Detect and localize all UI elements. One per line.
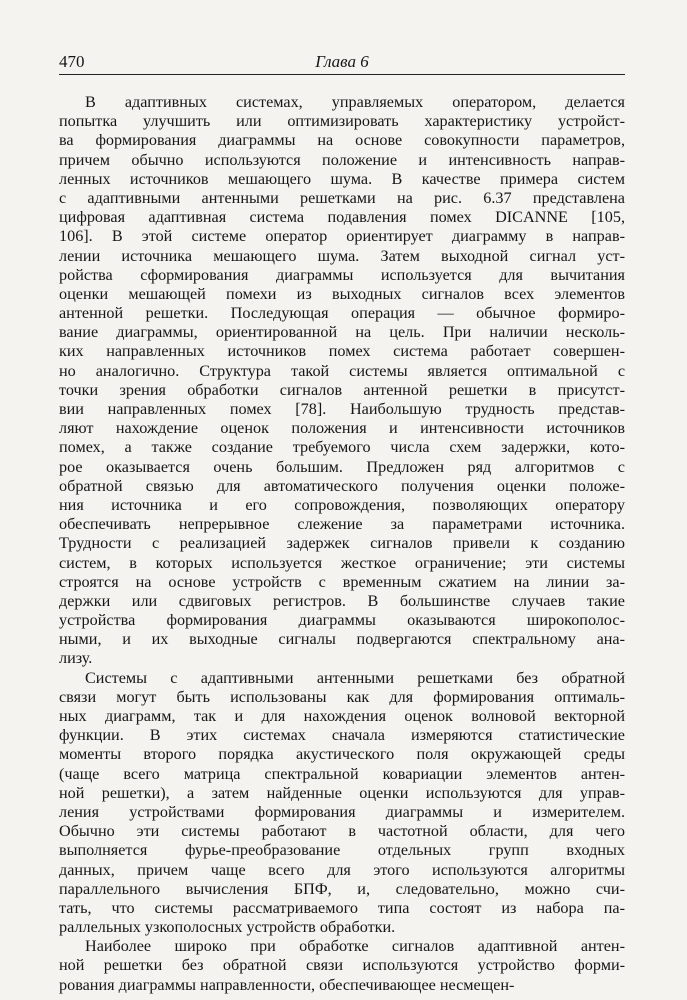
text-line: Трудности с реализацией задержек сигналов привели к созданию: [59, 534, 625, 553]
text-line: Обычно эти системы работают в частотной области, для чего: [59, 822, 625, 841]
text-line: антенной решетки. Последующая операция — обычное формиро-: [59, 304, 625, 323]
text-line: держки или сдвиговых регистров. В большинстве случаев такие: [59, 591, 625, 610]
text-line: оценки мешающей помехи из выходных сигналов всех элементов: [59, 284, 625, 303]
text-line: ляют нахождение оценок положения и интенсивности источников: [59, 419, 625, 438]
text-line: ными, и их выходные сигналы подвергаются спектральному ана-: [59, 630, 625, 649]
text-line: ких направленных источников помех система работает совершен-: [59, 342, 625, 361]
text-line: обеспечивать непрерывное слежение за параметрами источника.: [59, 515, 625, 534]
paragraph: [59, 93, 625, 669]
text-line: ва формирования диаграммы на основе совокупности параметров,: [59, 131, 625, 150]
text-line: систем, в которых используется жесткое ограничение; эти системы: [59, 553, 625, 572]
text-line: обратной связью для автоматического получения оценки положе-: [59, 476, 625, 495]
text-line: раллельных узкополосных устройств обработки.: [59, 918, 396, 937]
text-line: ления устройствами формирования диаграммы и измерителем.: [59, 802, 625, 821]
running-header: [59, 52, 625, 75]
text-line: ных диаграмм, так и для нахождения оценок волновой векторной: [59, 707, 625, 725]
text-line: рования диаграммы направленности, обеспечивающее несмещен-: [59, 975, 515, 994]
text-line: ной решетки без обратной связи используются устройство форми-: [59, 956, 625, 975]
text-line: причем обычно используются положение и интенсивность направ-: [59, 150, 625, 169]
text-line: лении источника мешающего шума. Затем выходной сигнал уст-: [59, 246, 625, 265]
text-line: моменты второго порядка акустического поля окружающей среды: [59, 745, 625, 764]
chapter-title: Глава 6: [315, 52, 369, 71]
text-line: но аналогично. Структура такой системы является оптимальной с: [59, 361, 625, 380]
text-line: точки зрения обработки сигналов антенной решетки в присутст-: [59, 380, 625, 399]
body-text: [59, 93, 625, 995]
text-line: попытка улучшить или оптимизировать характеристику устройст-: [59, 112, 625, 131]
text-line: В адаптивных системах, управляемых оператором, делается: [85, 93, 625, 111]
text-line: тать, что системы рассматриваемого типа состоят из набора па-: [59, 898, 625, 917]
text-line: функции. В этих системах сначала измеряются статистические: [59, 726, 625, 745]
text-line: связи могут быть использованы как для формирования оптималь-: [59, 687, 625, 706]
text-line: ной решетки), а затем найденные оценки используются для управ-: [59, 783, 625, 802]
text-line: 106]. В этой системе оператор ориентирует диаграмму в направ-: [59, 227, 625, 246]
text-line: выполняется фурье-преобразование отдельных групп входных: [59, 841, 625, 860]
text-line: ройства сформирования диаграммы используется для вычитания: [59, 265, 625, 284]
text-line: Системы с адаптивными антенными решетками без обратной: [85, 668, 625, 687]
text-line: ленных источников мешающего шума. В качестве примера систем: [59, 169, 625, 188]
text-line: вии направленных помех [78]. Наибольшую трудность представ-: [59, 400, 625, 418]
text-line: (чаще всего матрица спектральной ковариации элементов антен-: [59, 764, 625, 783]
text-line: рое оказывается очень большим. Предложен ряд алгоритмов с: [59, 457, 625, 476]
text-line: помех, а также создание требуемого числа схем задержки, кото-: [59, 438, 625, 457]
text-line: строятся на основе устройств с временным сжатием на линии за-: [59, 572, 625, 591]
text-line: ния источника и его сопровождения, позволяющих оператору: [59, 495, 625, 514]
text-line: данных, причем чаще всего для этого используются алгоритмы: [59, 860, 625, 879]
paragraph: [59, 937, 625, 995]
text-line: с адаптивными антенными решетками на рис. 6.37 представлена: [59, 188, 625, 207]
text-line: Наиболее широко при обработке сигналов адаптивной антен-: [85, 937, 625, 956]
paragraph: [59, 669, 625, 938]
text-line: параллельного вычисления БПФ, и, следовательно, можно счи-: [59, 879, 625, 898]
text-line: цифровая адаптивная система подавления помех DICANNE [105,: [59, 208, 625, 227]
page-number: 470: [59, 52, 85, 71]
text-line: устройства формирования диаграммы оказываются широкополос-: [59, 611, 625, 630]
text-line: лизу.: [59, 649, 93, 668]
text-line: вание диаграммы, ориентированной на цель. При наличии несколь-: [59, 323, 625, 342]
